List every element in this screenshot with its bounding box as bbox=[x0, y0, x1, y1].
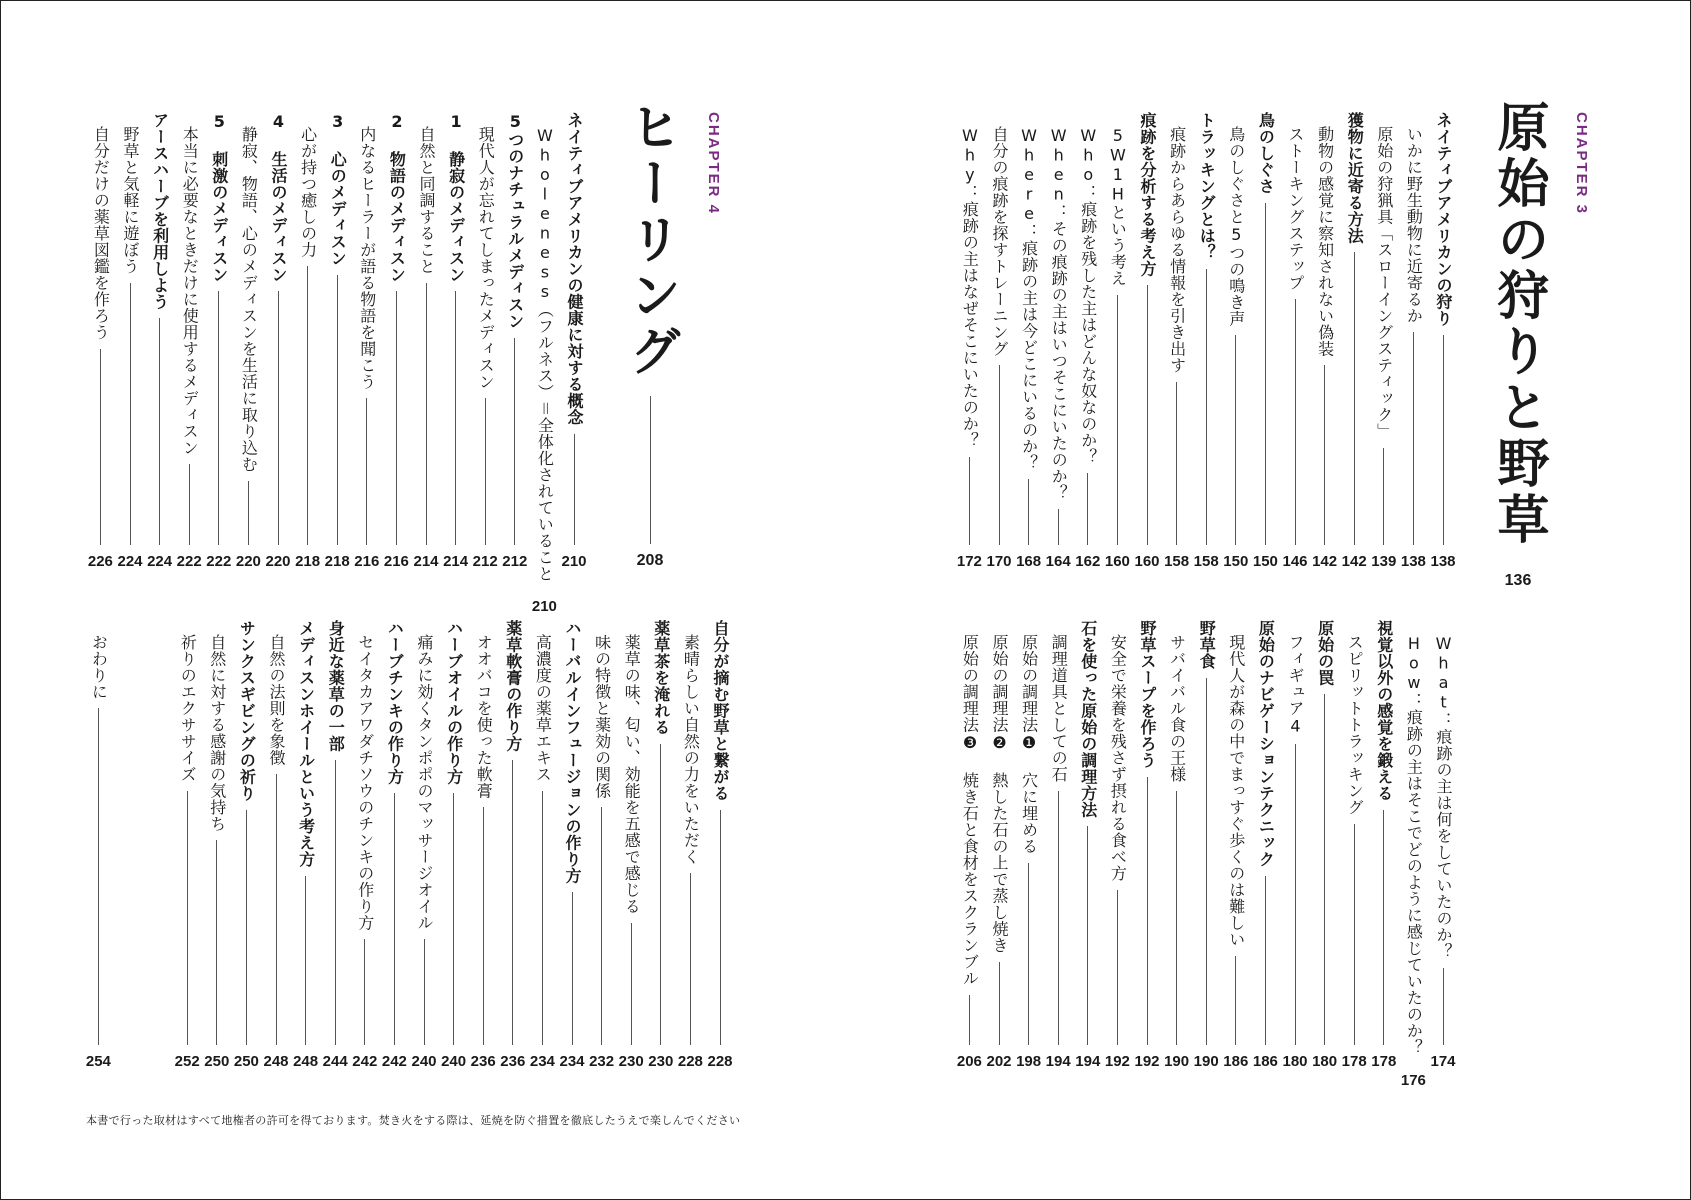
toc-entry-title: 原始の調理法❶ 穴に埋める bbox=[1019, 634, 1039, 855]
toc-entry-title: Why：痕跡の主はなぜそこにいたのか？ bbox=[960, 126, 980, 449]
toc-entry[interactable] bbox=[528, 620, 556, 1070]
toc-entry[interactable] bbox=[294, 112, 322, 570]
toc-entry-title: 素晴らしい自然の力をいただく bbox=[681, 634, 701, 865]
leader-line bbox=[1147, 777, 1148, 1046]
toc-entry[interactable] bbox=[647, 620, 675, 1070]
leader-line bbox=[426, 283, 427, 546]
toc-entry-title: Where：痕跡の主は今どこにいるのか？ bbox=[1019, 126, 1039, 471]
toc-entry-title: 動物の感覚に察知されない偽装 bbox=[1315, 126, 1335, 357]
leader-line bbox=[1354, 824, 1355, 1046]
page-number: 146 bbox=[1282, 553, 1308, 570]
page-number: 139 bbox=[1371, 553, 1397, 570]
toc-entry-title: 高濃度の薬草エキス bbox=[533, 634, 553, 783]
toc-entry[interactable] bbox=[351, 620, 379, 1070]
page-number: 214 bbox=[413, 553, 439, 570]
toc-entry-title: 本当に必要なときだけに使用するメディスン bbox=[180, 126, 200, 456]
chapter-title-entry[interactable] bbox=[620, 100, 680, 570]
toc-entry[interactable] bbox=[706, 620, 734, 1070]
page-number: 158 bbox=[1193, 553, 1219, 570]
toc-entry[interactable] bbox=[1103, 620, 1131, 1070]
leader-line bbox=[394, 793, 395, 1045]
page-number: 160 bbox=[1134, 553, 1160, 570]
leader-line bbox=[514, 338, 515, 546]
toc-entry[interactable] bbox=[1015, 112, 1043, 570]
toc-entry[interactable] bbox=[116, 112, 144, 570]
toc-entry[interactable] bbox=[1429, 620, 1457, 1070]
leader-line bbox=[601, 807, 602, 1045]
leader-line bbox=[660, 744, 661, 1046]
toc-entry-title: 薬草軟膏の作り方 bbox=[503, 620, 523, 752]
toc-entry[interactable] bbox=[530, 112, 558, 615]
toc-entry-title: 薬草茶を淹れる bbox=[651, 620, 671, 736]
toc-entry[interactable] bbox=[1222, 112, 1250, 570]
page-number: 142 bbox=[1312, 553, 1338, 570]
leader-line bbox=[424, 939, 425, 1045]
leader-line bbox=[187, 791, 188, 1046]
leader-line bbox=[1324, 694, 1325, 1045]
page-number: 224 bbox=[117, 553, 143, 570]
page-number: 220 bbox=[265, 553, 291, 570]
toc-entry-title: トラッキングとは？ bbox=[1197, 112, 1217, 261]
toc-entry[interactable] bbox=[175, 112, 203, 570]
leader-line bbox=[1354, 252, 1355, 545]
toc-entry[interactable] bbox=[1340, 112, 1368, 570]
toc-entry[interactable] bbox=[1103, 112, 1131, 570]
toc-entry[interactable] bbox=[985, 620, 1013, 1070]
leader-line bbox=[1206, 269, 1207, 546]
toc-entry-title: 鳥のしぐさと5つの鳴き声 bbox=[1226, 126, 1246, 327]
toc-entry-title: 静寂、物語、心のメディスンを生活に取り込む bbox=[239, 126, 259, 473]
leader-line bbox=[1295, 744, 1296, 1045]
toc-entry-title: メディスンホイールという考え方 bbox=[296, 620, 316, 868]
page-number: 228 bbox=[677, 1053, 703, 1070]
page-number: 176 bbox=[1400, 1071, 1426, 1089]
toc-entry-title: 心が持つ癒しの力 bbox=[298, 126, 318, 258]
leader-line bbox=[307, 266, 308, 545]
toc-entry[interactable] bbox=[292, 620, 320, 1070]
toc-entry[interactable] bbox=[501, 112, 529, 570]
page-number: 240 bbox=[411, 1053, 437, 1070]
page-number: 234 bbox=[529, 1053, 555, 1070]
leader-line bbox=[337, 275, 338, 546]
toc-entry-title: 5W1Hという考え bbox=[1108, 126, 1128, 287]
toc-entry[interactable] bbox=[1044, 620, 1072, 1070]
toc-entry[interactable] bbox=[380, 620, 408, 1070]
leader-line bbox=[1176, 382, 1177, 546]
toc-entry[interactable] bbox=[1163, 620, 1191, 1070]
page-number: 242 bbox=[352, 1053, 378, 1070]
page-number: 214 bbox=[443, 553, 469, 570]
toc-entry[interactable] bbox=[558, 620, 586, 1070]
toc-entry-title: 鳥のしぐさ bbox=[1256, 112, 1276, 195]
page-number: 138 bbox=[1430, 553, 1456, 570]
toc-entry-title: 原始の罠 bbox=[1315, 620, 1335, 686]
toc-entry[interactable] bbox=[1192, 112, 1220, 570]
toc-entry-title: 3 心のメディスン bbox=[328, 112, 348, 267]
toc-entry[interactable] bbox=[1340, 620, 1368, 1070]
page-number: 218 bbox=[324, 553, 350, 570]
toc-entry-title: 薬草の味、匂い、効能を五感で感じる bbox=[622, 634, 642, 915]
page-number: 242 bbox=[381, 1053, 407, 1070]
page-number: 236 bbox=[500, 1053, 526, 1070]
leader-line bbox=[218, 291, 219, 545]
leader-line bbox=[574, 434, 575, 546]
toc-entry[interactable] bbox=[86, 112, 114, 570]
page-number: 222 bbox=[176, 553, 202, 570]
toc-entry[interactable] bbox=[412, 112, 440, 570]
page-number: 158 bbox=[1164, 553, 1190, 570]
toc-entry-title: 原始の調理法❷ 熱した石の上で蒸し焼き bbox=[990, 634, 1009, 954]
page-number: 178 bbox=[1371, 1053, 1397, 1070]
leader-line bbox=[969, 995, 970, 1046]
toc-entry[interactable] bbox=[1133, 112, 1161, 570]
page-number: 228 bbox=[707, 1053, 733, 1070]
leader-line bbox=[1295, 299, 1296, 545]
toc-entry[interactable] bbox=[232, 620, 260, 1070]
leader-line bbox=[1117, 890, 1118, 1046]
page-number: 194 bbox=[1075, 1053, 1101, 1070]
leader-line bbox=[1087, 473, 1088, 545]
leader-line bbox=[1383, 810, 1384, 1046]
toc-entry-title: What：痕跡の主は何をしていたのか？ bbox=[1434, 634, 1453, 960]
page-number: 172 bbox=[956, 553, 982, 570]
page-number: 232 bbox=[589, 1053, 615, 1070]
toc-entry-title: フィギュア4 bbox=[1286, 634, 1305, 736]
toc-entry-title: アースハーブを利用しよう bbox=[150, 112, 170, 310]
toc-entry-title: Who：痕跡を残した主はどんな奴なのか？ bbox=[1078, 126, 1098, 465]
page-number: 142 bbox=[1341, 553, 1367, 570]
toc-entry[interactable] bbox=[353, 112, 381, 570]
toc-entry-title: 原始の狩猟具「スローイングスティック」 bbox=[1374, 126, 1394, 440]
toc-entry-title: 痛みに効くタンポポのマッサージオイル bbox=[415, 634, 434, 931]
page-number: 240 bbox=[441, 1053, 467, 1070]
toc-entry[interactable] bbox=[1399, 620, 1427, 1089]
page-number: 210 bbox=[561, 553, 587, 570]
toc-entry-title: 現代人が忘れてしまったメディスン bbox=[476, 126, 496, 390]
page-number: 212 bbox=[472, 553, 498, 570]
toc-entry[interactable] bbox=[442, 112, 470, 570]
toc-entry[interactable] bbox=[173, 620, 201, 1070]
toc-entry-title: 野草食 bbox=[1197, 620, 1217, 670]
page-number: 138 bbox=[1400, 553, 1426, 570]
leader-line bbox=[1265, 876, 1266, 1046]
toc-entry[interactable] bbox=[471, 112, 499, 570]
page-number: 202 bbox=[986, 1053, 1012, 1070]
leader-line bbox=[1443, 335, 1444, 546]
leader-line bbox=[305, 876, 306, 1046]
toc-entry-title: 原始の調理法❸ 焼き石と食材をスクランブル bbox=[960, 634, 980, 987]
toc-entry[interactable] bbox=[205, 112, 233, 570]
leader-line bbox=[1235, 335, 1236, 545]
toc-entry-title: ネイティブアメリカンの健康に対する概念 bbox=[565, 112, 584, 426]
toc-entry[interactable] bbox=[1163, 112, 1191, 570]
page-number: 230 bbox=[618, 1053, 644, 1070]
toc-entry-title: 自分が摘む野草と繋がる bbox=[711, 620, 730, 802]
toc-entry[interactable] bbox=[203, 620, 231, 1070]
page-number: 170 bbox=[986, 553, 1012, 570]
toc-entry-title: サバイバル食の王様 bbox=[1167, 634, 1187, 783]
page-number: 210 bbox=[531, 598, 557, 615]
leader-line bbox=[483, 807, 484, 1045]
leader-line bbox=[248, 481, 249, 546]
leader-line bbox=[572, 892, 573, 1045]
toc-entry-title: ハーブチンキの作り方 bbox=[385, 620, 405, 785]
toc-entry-title: おわりに bbox=[89, 634, 109, 700]
toc-entry-title: 石を使った原始の調理方法 bbox=[1078, 620, 1098, 818]
leader-line bbox=[1117, 295, 1118, 546]
page-number: 216 bbox=[354, 553, 380, 570]
page-number: 164 bbox=[1045, 553, 1071, 570]
page-number: 216 bbox=[383, 553, 409, 570]
toc-entry-title: 5つのナチュラルメディスン bbox=[505, 112, 525, 330]
toc-entry[interactable] bbox=[676, 620, 704, 1070]
toc-entry[interactable] bbox=[262, 620, 290, 1070]
leader-line bbox=[720, 810, 721, 1046]
toc-entry[interactable] bbox=[560, 112, 588, 570]
leader-line bbox=[485, 398, 486, 545]
toc-entry-title: 痕跡を分析する考え方 bbox=[1138, 112, 1157, 277]
chapter-title: ヒーリング bbox=[620, 100, 680, 380]
leader-line bbox=[335, 760, 336, 1045]
leader-line bbox=[98, 708, 99, 1045]
toc-entry[interactable] bbox=[985, 112, 1013, 570]
toc-entry[interactable] bbox=[469, 620, 497, 1070]
leader-line bbox=[396, 291, 397, 545]
leader-line bbox=[278, 291, 279, 545]
leader-line bbox=[512, 760, 513, 1045]
toc-entry[interactable] bbox=[323, 112, 351, 570]
toc-entry-title: When：その痕跡の主はいつそこにいたのか？ bbox=[1049, 126, 1069, 501]
toc-entry-title: 獲物に近寄る方法 bbox=[1345, 112, 1365, 244]
leader-line bbox=[1235, 956, 1236, 1046]
toc-entry[interactable] bbox=[1281, 620, 1309, 1070]
leader-line bbox=[276, 774, 277, 1045]
leader-line bbox=[1206, 678, 1207, 1046]
page-number: 254 bbox=[85, 1053, 111, 1070]
toc-entry-title: 自分の痕跡を探すトレーニング bbox=[990, 126, 1009, 357]
toc-entry[interactable] bbox=[1251, 112, 1279, 570]
toc-entry-title: サンクスギビングの祈り bbox=[237, 620, 257, 802]
toc-entry-title: 野草スープを作ろう bbox=[1138, 620, 1157, 769]
leader-line bbox=[1265, 203, 1266, 546]
page-number: 248 bbox=[293, 1053, 319, 1070]
leader-line bbox=[1058, 791, 1059, 1046]
toc-entry[interactable] bbox=[321, 620, 349, 1070]
toc-entry[interactable] bbox=[499, 620, 527, 1070]
toc-entry-title: 原始のナビゲーションテクニック bbox=[1256, 620, 1276, 868]
toc-entry-title: ハーバルインフュージョンの作り方 bbox=[563, 620, 582, 884]
toc-entry-title: 味の特徴と薬効の関係 bbox=[592, 634, 612, 799]
leader-line bbox=[969, 457, 970, 546]
toc-entry-title: 現代人が森の中でまっすぐ歩くのは難しい bbox=[1226, 634, 1246, 948]
toc-entry[interactable] bbox=[955, 112, 983, 570]
leader-line bbox=[1028, 479, 1029, 545]
leader-line bbox=[1147, 285, 1148, 545]
leader-line bbox=[189, 464, 190, 545]
toc-entry-title: 祈りのエクササイズ bbox=[178, 634, 198, 783]
toc-entry-title: 5 刺激のメディスン bbox=[209, 112, 229, 283]
page-number: 174 bbox=[1430, 1053, 1456, 1070]
leader-line bbox=[650, 396, 651, 544]
toc-entry-title: スピリットトラッキング bbox=[1345, 634, 1365, 816]
leader-line bbox=[631, 923, 632, 1046]
toc-entry-title: オオバコを使った軟膏 bbox=[474, 634, 494, 799]
chapter-title-entry[interactable] bbox=[1488, 100, 1548, 589]
toc-entry-title: 1 静寂のメディスン bbox=[446, 112, 466, 283]
leader-line bbox=[999, 962, 1000, 1046]
leader-line bbox=[100, 349, 101, 546]
leader-line bbox=[364, 939, 365, 1045]
toc-entry[interactable] bbox=[1044, 112, 1072, 570]
leader-line bbox=[1058, 509, 1059, 545]
page-number: 206 bbox=[956, 1053, 982, 1070]
page-number: 160 bbox=[1104, 553, 1130, 570]
leader-line bbox=[999, 365, 1000, 545]
leader-line bbox=[159, 318, 160, 545]
page-number: 230 bbox=[648, 1053, 674, 1070]
leader-line bbox=[542, 791, 543, 1046]
leader-line bbox=[1413, 332, 1414, 545]
toc-entry[interactable] bbox=[955, 620, 983, 1070]
toc-entry[interactable] bbox=[1222, 620, 1250, 1070]
toc-entry-title: 視覚以外の感覚を鍛える bbox=[1374, 620, 1394, 802]
leader-line bbox=[246, 810, 247, 1046]
toc-entry-title: ハーブオイルの作り方 bbox=[444, 620, 464, 785]
page-number: 180 bbox=[1312, 1053, 1338, 1070]
toc-entry-title: 野草と気軽に遊ぼう bbox=[121, 126, 140, 275]
page-number: 234 bbox=[559, 1053, 585, 1070]
toc-entry-title: 安全で栄養を残さず摂れる食べ方 bbox=[1108, 634, 1128, 882]
toc-entry-title: ストーキングステップ bbox=[1286, 126, 1305, 291]
toc-entry[interactable] bbox=[1192, 620, 1220, 1070]
toc-entry-title: 身近な薬草の一部 bbox=[326, 620, 346, 752]
toc-entry-title: セイタカアワダチソウのチンキの作り方 bbox=[355, 634, 375, 931]
leader-line bbox=[1383, 448, 1384, 546]
page-number: 168 bbox=[1016, 553, 1042, 570]
toc-entry-title: 自然の法則を象徴 bbox=[267, 634, 286, 766]
toc-entry[interactable] bbox=[1429, 112, 1457, 570]
page-number: 194 bbox=[1045, 1053, 1071, 1070]
toc-entry-title: 痕跡からあらゆる情報を引き出す bbox=[1167, 126, 1187, 374]
toc-entry[interactable] bbox=[84, 620, 112, 1070]
chapter-label: CHAPTER 4 bbox=[705, 112, 722, 216]
page-number: 162 bbox=[1075, 553, 1101, 570]
toc-entry[interactable] bbox=[1281, 112, 1309, 570]
toc-entry[interactable] bbox=[617, 620, 645, 1070]
leader-line bbox=[1324, 365, 1325, 545]
toc-entry-title: 内なるヒーラーが語る物語を聞こう bbox=[357, 126, 377, 390]
toc-entry-title: 4 生活のメディスン bbox=[269, 112, 288, 283]
toc-entry[interactable] bbox=[1074, 620, 1102, 1070]
page-number: 224 bbox=[147, 553, 173, 570]
toc-entry[interactable] bbox=[1251, 620, 1279, 1070]
leader-line bbox=[216, 840, 217, 1045]
toc-entry[interactable] bbox=[588, 620, 616, 1070]
page-number: 236 bbox=[470, 1053, 496, 1070]
toc-entry-title: ネイティブアメリカンの狩り bbox=[1434, 112, 1453, 327]
page-number: 212 bbox=[502, 553, 528, 570]
toc-entry[interactable] bbox=[1311, 620, 1339, 1070]
toc-entry[interactable] bbox=[1133, 620, 1161, 1070]
toc-entry[interactable] bbox=[234, 112, 262, 570]
toc-entry[interactable] bbox=[1015, 620, 1043, 1070]
leader-line bbox=[1087, 826, 1088, 1045]
page-number: 252 bbox=[174, 1053, 200, 1070]
page-number: 218 bbox=[295, 553, 321, 570]
leader-line bbox=[366, 398, 367, 545]
page-number: 222 bbox=[206, 553, 232, 570]
page-number: 180 bbox=[1282, 1053, 1308, 1070]
toc-entry[interactable] bbox=[1074, 112, 1102, 570]
page-number: 248 bbox=[263, 1053, 289, 1070]
page-number: 220 bbox=[235, 553, 261, 570]
footnote: 本書で行った取材はすべて地権者の許可を得ております。焚き火をする際は、延焼を防ぐ措置を徹底したうえで楽しんでください bbox=[86, 1114, 741, 1127]
leader-line bbox=[453, 793, 454, 1045]
toc-entry-title: How：痕跡の主はそこでどのように感じていたのか？ bbox=[1404, 634, 1424, 1056]
page-number: 192 bbox=[1104, 1053, 1130, 1070]
page-number: 178 bbox=[1341, 1053, 1367, 1070]
leader-line bbox=[1028, 863, 1029, 1046]
leader-line bbox=[1443, 968, 1444, 1046]
leader-line bbox=[130, 283, 131, 546]
leader-line bbox=[455, 291, 456, 545]
page-number: 150 bbox=[1223, 553, 1249, 570]
page-number: 250 bbox=[233, 1053, 259, 1070]
page-number: 192 bbox=[1134, 1053, 1160, 1070]
chapter-page-number: 208 bbox=[636, 552, 664, 569]
page-number: 250 bbox=[204, 1053, 230, 1070]
toc-entry-title: 2 物語のメディスン bbox=[387, 112, 407, 283]
toc-entry[interactable] bbox=[1370, 620, 1398, 1070]
toc-entry[interactable] bbox=[146, 112, 174, 570]
page-number: 244 bbox=[322, 1053, 348, 1070]
page-number: 186 bbox=[1252, 1053, 1278, 1070]
toc-entry-title: Wholeness（フルネス）＝全体化されていること bbox=[535, 126, 555, 582]
page-number: 186 bbox=[1223, 1053, 1249, 1070]
leader-line bbox=[1176, 791, 1177, 1046]
page-number: 198 bbox=[1016, 1053, 1042, 1070]
page-number: 150 bbox=[1252, 553, 1278, 570]
toc-entry[interactable] bbox=[382, 112, 410, 570]
toc-entry[interactable] bbox=[440, 620, 468, 1070]
toc-entry[interactable] bbox=[264, 112, 292, 570]
chapter-title: 原始の狩りと野草 bbox=[1488, 100, 1548, 548]
leader-line bbox=[690, 873, 691, 1045]
toc-entry-title: 自分だけの薬草図鑑を作ろう bbox=[91, 126, 111, 341]
toc-entry-title: 自然に対する感謝の気持ち bbox=[207, 634, 227, 832]
toc-entry-title: 自然と同調すること bbox=[417, 126, 436, 275]
chapter-page-number: 136 bbox=[1504, 572, 1532, 589]
toc-entry-title: 調理道具としての石 bbox=[1049, 634, 1069, 783]
toc-entry[interactable] bbox=[1399, 112, 1427, 570]
toc-entry[interactable] bbox=[1370, 112, 1398, 570]
chapter-label: CHAPTER 3 bbox=[1573, 112, 1590, 216]
page-number: 226 bbox=[87, 553, 113, 570]
page-number: 190 bbox=[1193, 1053, 1219, 1070]
toc-entry[interactable] bbox=[410, 620, 438, 1070]
toc-entry[interactable] bbox=[1311, 112, 1339, 570]
toc-entry-title: いかに野生動物に近寄るか bbox=[1404, 126, 1424, 324]
page-number: 190 bbox=[1164, 1053, 1190, 1070]
